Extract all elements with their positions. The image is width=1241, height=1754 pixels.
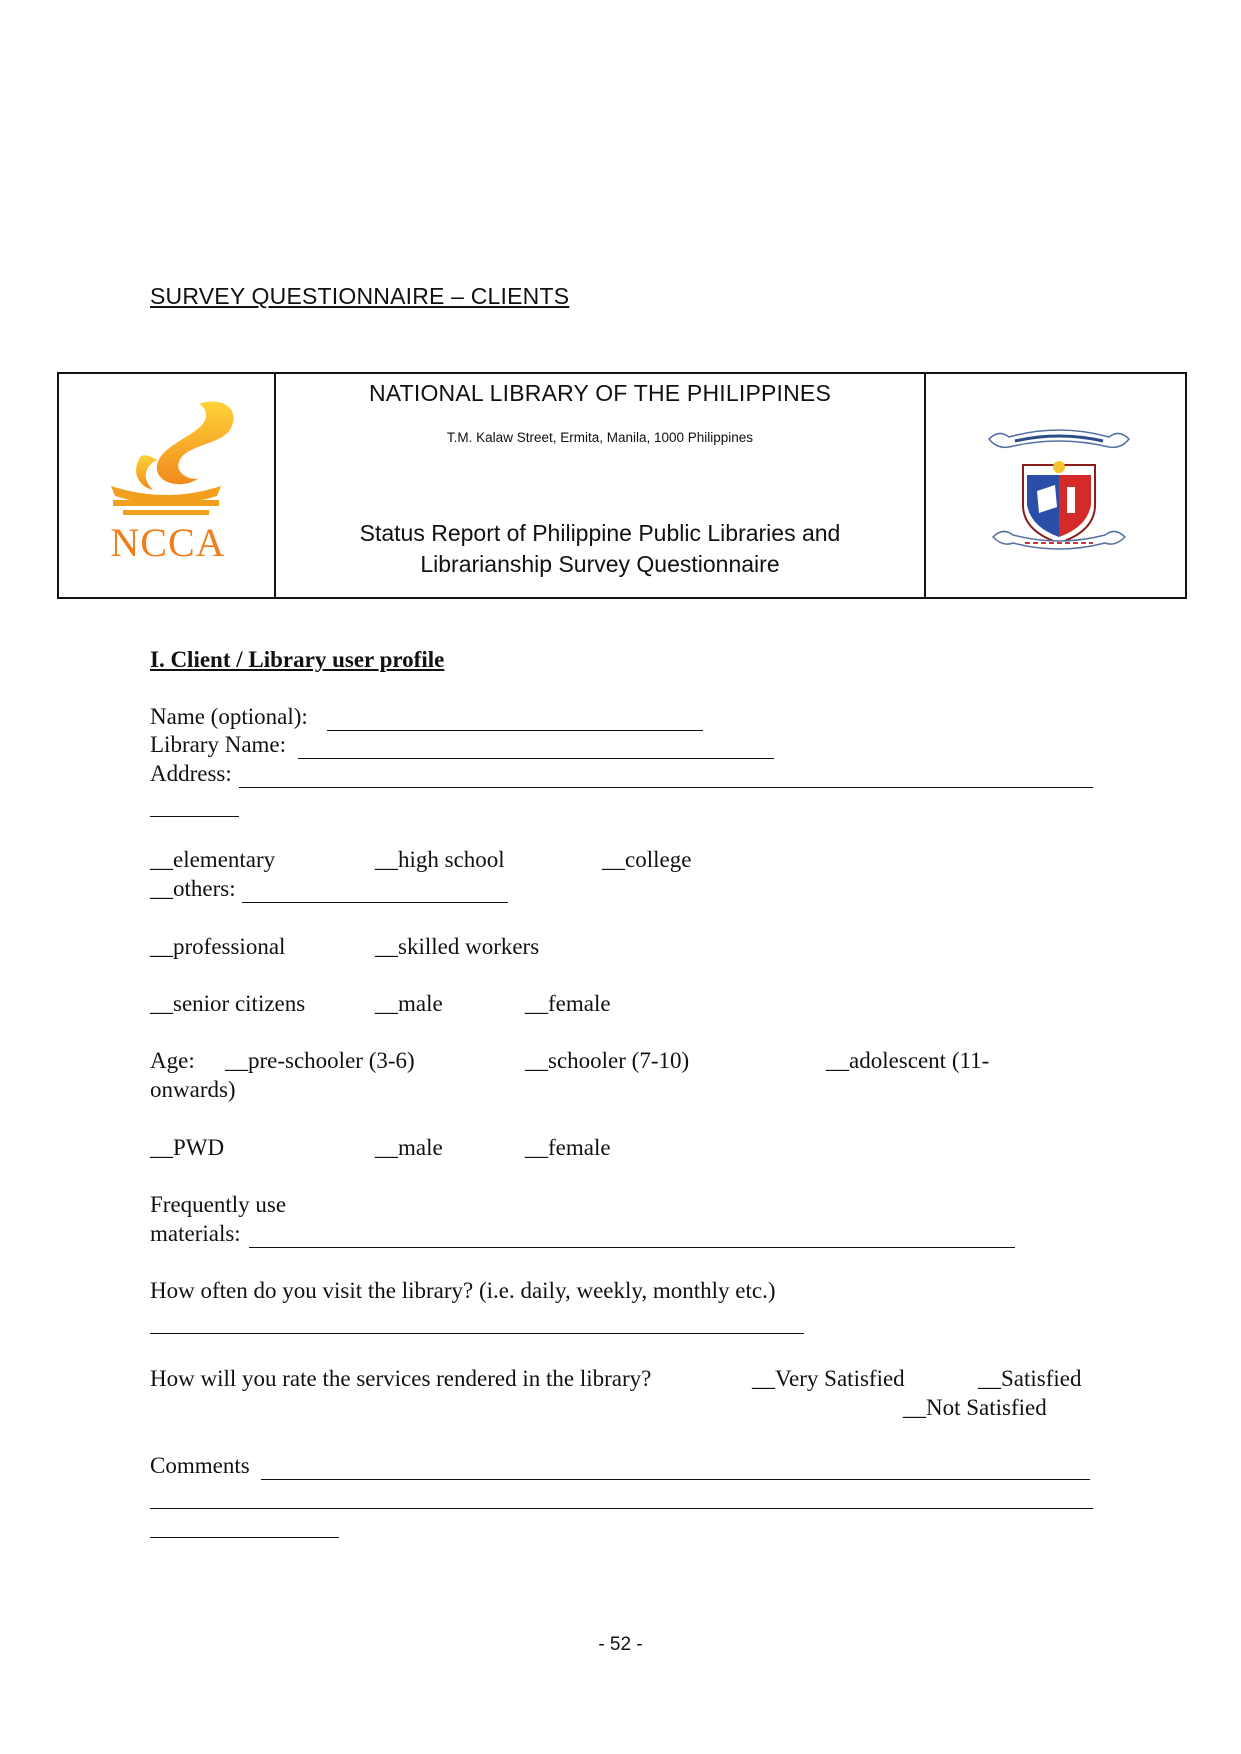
address-input-line-2[interactable]	[150, 816, 239, 817]
report-title-line2: Librarianship Survey Questionnaire	[420, 551, 780, 577]
option-not-satisfied[interactable]: __Not Satisfied	[903, 1395, 1047, 1420]
option-satisfied[interactable]: __Satisfied	[978, 1366, 1082, 1391]
address-label: Address:	[150, 761, 232, 786]
visit-input-line[interactable]	[150, 1333, 804, 1334]
header-divider-right	[924, 374, 926, 597]
national-library-seal	[979, 419, 1139, 559]
option-adolescent-cont: onwards)	[150, 1077, 236, 1102]
library-name-input-line[interactable]	[298, 758, 774, 759]
ncca-logo	[71, 386, 261, 586]
report-title-line1: Status Report of Philippine Public Libraries and	[359, 520, 841, 546]
name-label: Name (optional):	[150, 704, 308, 729]
option-elementary[interactable]: __elementary	[150, 847, 276, 872]
comments-input-line-3[interactable]	[150, 1537, 339, 1538]
option-pwd[interactable]: __PWD	[150, 1135, 225, 1160]
comments-input-line-1[interactable]	[261, 1479, 1090, 1480]
page-number: - 52 -	[598, 1634, 643, 1655]
address-input-line[interactable]	[239, 787, 1093, 788]
survey-title: SURVEY QUESTIONNAIRE – CLIENTS	[150, 283, 570, 309]
comments-input-line-2[interactable]	[150, 1508, 1093, 1509]
others-input-line[interactable]	[242, 902, 508, 903]
option-high-school[interactable]: __high school	[375, 847, 505, 872]
option-skilled-workers[interactable]: __skilled workers	[375, 934, 540, 959]
option-pwd-female[interactable]: __female	[525, 1135, 611, 1160]
option-professional[interactable]: __professional	[150, 934, 286, 959]
organization-address: T.M. Kalaw Street, Ermita, Manila, 1000 Philippines	[446, 430, 754, 445]
library-name-label: Library Name:	[150, 732, 287, 757]
option-senior-male[interactable]: __male	[375, 991, 443, 1016]
visit-question: How often do you visit the library? (i.e. daily, weekly, monthly etc.)	[150, 1278, 776, 1303]
comments-label: Comments	[150, 1453, 250, 1478]
option-schooler[interactable]: __schooler (7-10)	[525, 1048, 690, 1073]
option-college[interactable]: __college	[602, 847, 692, 872]
option-very-satisfied[interactable]: __Very Satisfied	[752, 1366, 905, 1391]
option-adolescent[interactable]: __adolescent (11-	[826, 1048, 990, 1073]
materials-input-line[interactable]	[249, 1247, 1015, 1248]
header-table	[57, 372, 1187, 599]
organization-name: NATIONAL LIBRARY OF THE PHILIPPINES	[368, 380, 832, 406]
option-senior-female[interactable]: __female	[525, 991, 611, 1016]
option-others[interactable]: __others:	[150, 876, 236, 901]
seal-emblem-icon	[979, 419, 1139, 559]
rating-question: How will you rate the services rendered in the library?	[150, 1366, 652, 1391]
name-input-line[interactable]	[327, 730, 703, 731]
option-pwd-male[interactable]: __male	[375, 1135, 443, 1160]
ncca-logo-text: NCCA	[110, 520, 226, 565]
materials-label-line1: Frequently use	[150, 1192, 287, 1217]
option-senior-citizens[interactable]: __senior citizens	[150, 991, 306, 1016]
age-label: Age:	[150, 1048, 195, 1073]
section-title: I. Client / Library user profile	[150, 647, 445, 672]
materials-label-line2: materials:	[150, 1221, 241, 1246]
option-preschooler[interactable]: __pre-schooler (3-6)	[225, 1048, 415, 1073]
